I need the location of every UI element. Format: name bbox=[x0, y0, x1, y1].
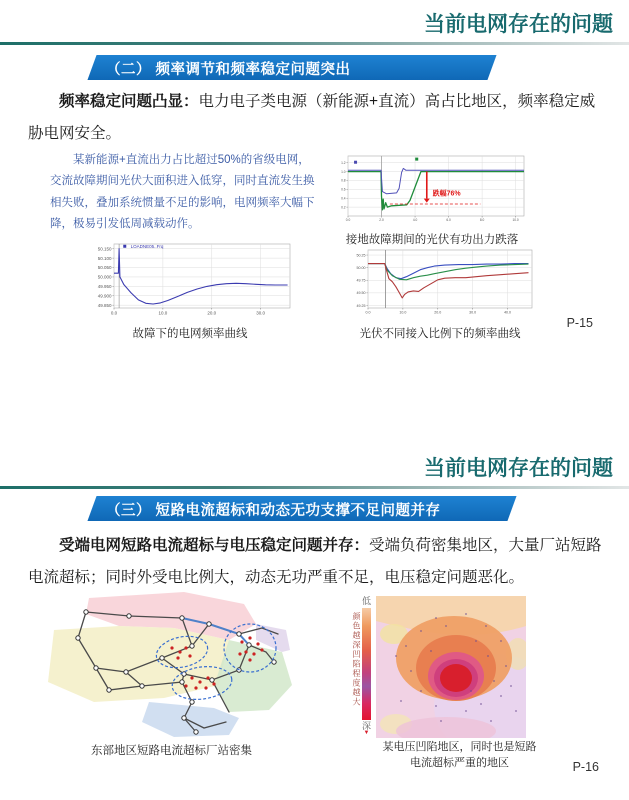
slide-body-text bbox=[28, 530, 603, 594]
pv-ratio-frequency-chart bbox=[344, 246, 536, 318]
body-text-rest: 电力电子类电源（新能源+直流）高占比地区，频率稳定威胁电网安全。 bbox=[28, 93, 596, 142]
svg-text:6.0: 6.0 bbox=[446, 218, 451, 223]
pv-drop-figure bbox=[336, 146, 528, 249]
section-title: （三） 短路电流超标和动态无功支撑不足问题并存 bbox=[106, 503, 441, 519]
svg-text:2.0: 2.0 bbox=[379, 218, 384, 223]
svg-text:49.850: 49.850 bbox=[97, 302, 112, 308]
svg-text:10.0: 10.0 bbox=[399, 310, 407, 315]
voltage-sag-caption-line1: 某电压凹陷地区，同时也是短路 bbox=[382, 741, 537, 753]
svg-text:49.900: 49.900 bbox=[97, 293, 112, 299]
colorbar-marker-icon: ▼ bbox=[363, 729, 370, 736]
frequency-curve-caption: 故障下的电网频率曲线 bbox=[132, 328, 248, 340]
svg-text:4.0: 4.0 bbox=[412, 218, 418, 223]
voltage-sag-figure bbox=[352, 596, 526, 738]
svg-text:50.100: 50.100 bbox=[97, 255, 112, 261]
voltage-sag-caption-line2: 电流超标严重的地区 bbox=[410, 756, 509, 769]
svg-text:20.0: 20.0 bbox=[434, 310, 442, 315]
header-divider-line bbox=[0, 486, 629, 489]
svg-text:50.25: 50.25 bbox=[356, 253, 366, 258]
network-map-image bbox=[34, 590, 309, 738]
pv-drop-caption: 接地故障期间的光伏有功出力跌落 bbox=[345, 234, 519, 246]
pv-output-drop-chart bbox=[336, 146, 528, 226]
body-text-rest: 受端负荷密集地区，大量厂站短路电流超标；同时外受电比例大，动态无功严重不足，电压稳定问题恶化。 bbox=[28, 537, 602, 586]
page-number: P-15 bbox=[566, 316, 593, 330]
slide-body-text bbox=[28, 86, 603, 150]
slide-header-title: 当前电网存在的问题 bbox=[424, 457, 613, 480]
svg-text:50.000: 50.000 bbox=[97, 274, 112, 280]
svg-text:49.50: 49.50 bbox=[356, 291, 366, 296]
svg-text:LOADNE05..Frq: LOADNE05..Frq bbox=[130, 243, 164, 249]
case-note-text: 某新能源+直流出力占比超过50%的省级电网，交流故障期间光伏大面积进入低穿，同时直流发生换相失败，叠加系统惯量不足的影响，电网频率大幅下降，极易引发低周减载动作。 bbox=[50, 154, 315, 230]
colorbar-gradient bbox=[362, 608, 371, 720]
svg-text:0.2: 0.2 bbox=[341, 205, 346, 210]
voltage-sag-caption bbox=[352, 740, 567, 772]
svg-text:49.75: 49.75 bbox=[356, 278, 366, 283]
svg-text:30.0: 30.0 bbox=[256, 310, 266, 316]
svg-text:1.0: 1.0 bbox=[341, 169, 346, 174]
svg-text:40.0: 40.0 bbox=[504, 310, 512, 315]
svg-text:20.0: 20.0 bbox=[207, 310, 217, 316]
svg-text:10.0: 10.0 bbox=[512, 218, 519, 223]
svg-text:49.950: 49.950 bbox=[97, 284, 112, 290]
colorbar-low-label: 低 bbox=[362, 596, 372, 606]
colorbar-side-label: 颜色越深凹陷程度越大 bbox=[352, 612, 361, 707]
svg-text:8.0: 8.0 bbox=[479, 218, 485, 223]
svg-text:0.4: 0.4 bbox=[341, 196, 346, 201]
grid-frequency-chart bbox=[84, 238, 296, 320]
svg-text:50.00: 50.00 bbox=[356, 266, 366, 271]
frequency-curve-figure bbox=[84, 238, 296, 343]
voltage-sag-heatmap-image bbox=[376, 596, 526, 738]
colorbar-deep-label: 深 bbox=[362, 720, 372, 731]
svg-text:50.150: 50.150 bbox=[97, 246, 112, 252]
svg-text:0.8: 0.8 bbox=[341, 178, 346, 183]
network-map-caption: 东部地区短路电流超标厂站密集 bbox=[91, 745, 252, 757]
slide-16 bbox=[0, 440, 629, 800]
svg-text:跌幅76%: 跌幅76% bbox=[432, 190, 461, 198]
header-divider-line bbox=[0, 42, 629, 45]
grid-network-figure bbox=[34, 590, 309, 743]
svg-text:10.0: 10.0 bbox=[158, 310, 168, 316]
section-title: （二） 频率调节和频率稳定问题突出 bbox=[106, 62, 351, 78]
svg-text:0.6: 0.6 bbox=[341, 187, 346, 192]
svg-text:1.2: 1.2 bbox=[341, 160, 346, 165]
slide-header-title: 当前电网存在的问题 bbox=[424, 13, 613, 36]
svg-text:0.0: 0.0 bbox=[365, 310, 371, 315]
page-number: P-16 bbox=[572, 760, 599, 774]
svg-text:49.25: 49.25 bbox=[356, 303, 366, 308]
svg-text:50.050: 50.050 bbox=[97, 265, 112, 271]
body-text-lead: 频率稳定问题凸显： bbox=[59, 93, 199, 110]
svg-text:0.0: 0.0 bbox=[345, 218, 351, 223]
svg-text:30.0: 30.0 bbox=[469, 310, 477, 315]
pv-ratio-figure bbox=[344, 246, 536, 343]
heatmap-colorbar bbox=[362, 596, 371, 736]
pv-ratio-caption: 光伏不同接入比例下的频率曲线 bbox=[359, 328, 521, 340]
body-text-lead: 受端电网短路电流超标与电压稳定问题并存： bbox=[59, 537, 370, 554]
svg-text:0.0: 0.0 bbox=[110, 310, 118, 316]
